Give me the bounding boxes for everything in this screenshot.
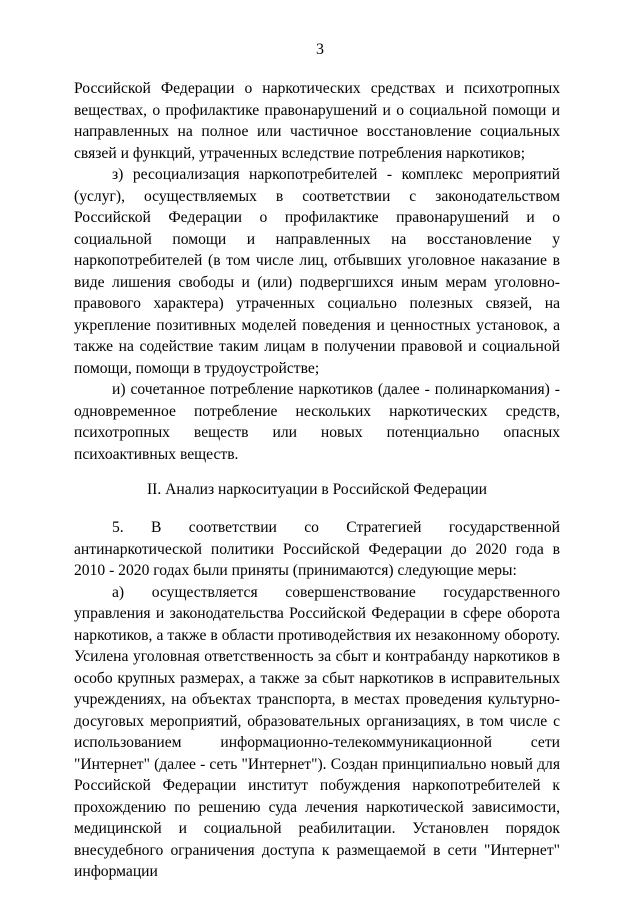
paragraph-point-5: 5. В соответствии со Стратегией государственной антинаркотической политики Российской Федерации до 2020 года в 2010 - 2020 годах были приняты (принимаются) следующие меры: xyxy=(74,519,560,579)
document-body xyxy=(74,78,560,883)
section-heading: II. Анализ наркоситуации в Российской Федерации xyxy=(146,481,488,498)
paragraph-item-i: и) сочетанное потребление наркотиков (далее - полинаркомания) - одновременное потребление нескольких наркотических средств, психотропных веществ или новых потенциально опасных психоактивных веществ. xyxy=(74,381,560,463)
paragraph-item-a: а) осуществляется совершенствование государственного управления и законодательства Российской Федерации в сфере оборота наркотиков, а также в области противодействия их незаконному обороту. Усилена уголовная ответственность за сбыт и контрабанду наркотиков в особо крупных размерах, а также за сбыт наркотиков в исправительных учреждениях, на объектах транспорта, в местах проведения культурно-досуговых мероприятий, образовательных организациях, в том числе с использованием информационно-телекоммуникационной сети "Интернет" (далее - сеть "Интернет"). Создан принципиально новый для Российской Федерации институт побуждения наркопотребителей к прохождению по решению суда лечения наркотической зависимости, медицинской и социальной реабилитации. Установлен порядок внесудебного ограничения доступа к размещаемой в сети "Интернет" информации xyxy=(74,583,560,880)
paragraph-continuation: Российской Федерации о наркотических средствах и психотропных веществах, о профилактике правонарушений и о социальной помощи и направленных на полное или частичное восстановление социальных связей и функций, утраченных вследствие потребления наркотиков; xyxy=(74,80,560,162)
paragraph-item-z: з) ресоциализация наркопотребителей - комплекс мероприятий (услуг), осуществляемых в соответствии с законодательством Российской Федерации о профилактике правонарушений и о социальной помощи и направленных на восстановление у наркопотребителей (в том числе лиц, отбывших уголовное наказание в виде лишения свободы и (или) подвергшихся иным мерам уголовно-правового характера) утраченных социально полезных связей, на укрепление позитивных моделей поведения и ценностных установок, а также на содействие таким лицам в получении правовой и социальной помощи, помощи в трудоустройстве; xyxy=(74,166,560,377)
page-number: 3 xyxy=(316,41,324,58)
